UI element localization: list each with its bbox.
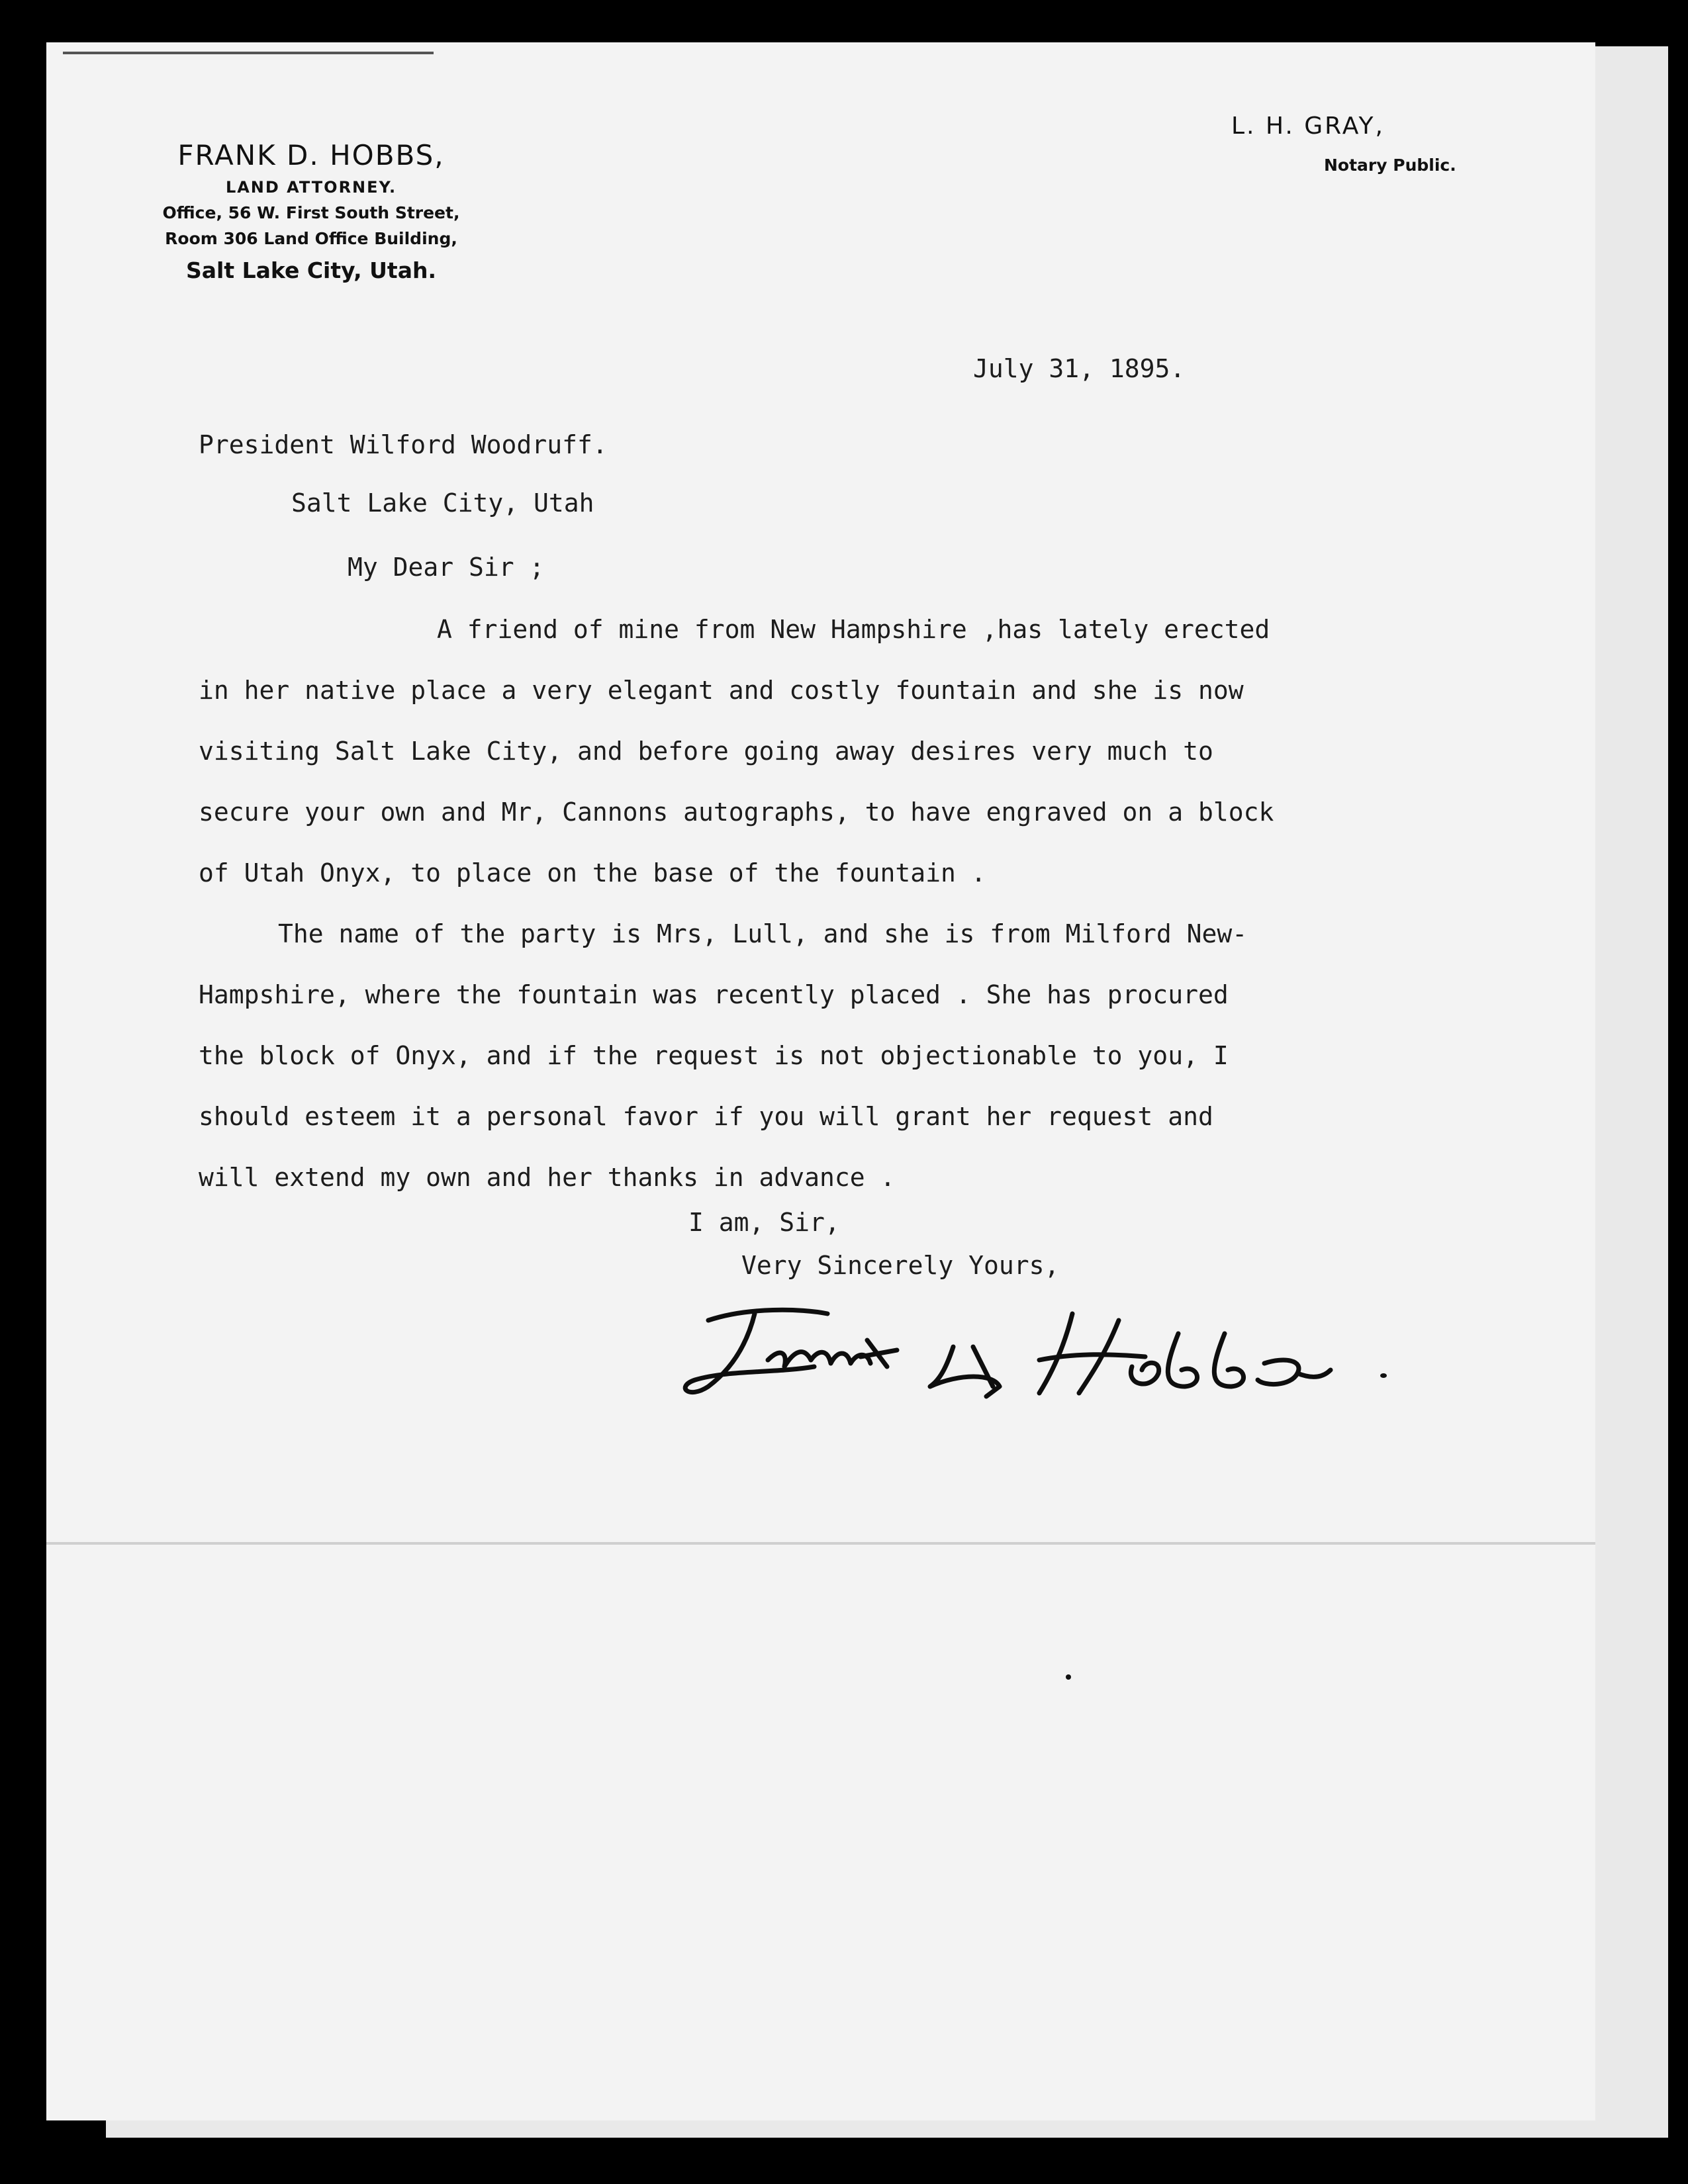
body-line: in her native place a very elegant and costly fountain and she is now — [199, 676, 1244, 705]
notary-title: Notary Public. — [1324, 156, 1456, 175]
body-line: of Utah Onyx, to place on the base of the fountain . — [199, 858, 986, 887]
notary-name: L. H. GRAY, — [1231, 113, 1385, 140]
letter-closing: I am, Sir, — [688, 1208, 840, 1237]
paper-speck — [1066, 1674, 1071, 1680]
letter-valediction: Very Sincerely Yours, — [741, 1251, 1060, 1280]
letterhead-room: Room 306 Land Office Building, — [165, 229, 457, 248]
paper-speck — [1380, 1373, 1387, 1378]
letterhead-right — [1205, 113, 1483, 175]
letter-date: July 31, 1895. — [973, 354, 1186, 383]
body-line: the block of Onyx, and if the request is not objectionable to you, I — [199, 1041, 1229, 1070]
letter-salutation: My Dear Sir ; — [348, 553, 545, 582]
body-line: will extend my own and her thanks in advance . — [199, 1163, 896, 1192]
letterhead-left — [126, 139, 496, 283]
body-line: visiting Salt Lake City, and before going away desires very much to — [199, 737, 1213, 766]
body-line: A friend of mine from New Hampshire ,has lately erected — [437, 615, 1270, 644]
letterhead-office: Office, 56 W. First South Street, — [162, 203, 460, 222]
letter-addressee: President Wilford Woodruff. — [199, 430, 608, 459]
paper-fold-line — [46, 1542, 1595, 1545]
letterhead-name: FRANK D. HOBBS, — [177, 139, 445, 171]
body-line: Hampshire, where the fountain was recently placed . She has procured — [199, 980, 1229, 1009]
body-line: should esteem it a personal favor if you will grant her request and — [199, 1102, 1213, 1131]
letter-address-city: Salt Lake City, Utah — [291, 488, 594, 518]
body-line: secure your own and Mr, Cannons autographs, to have engraved on a block — [199, 797, 1274, 827]
handwritten-signature — [669, 1294, 1377, 1406]
body-line: The name of the party is Mrs, Lull, and she is from Milford New- — [278, 919, 1248, 948]
letterhead-title: LAND ATTORNEY. — [225, 178, 397, 197]
paper-edge-rule — [63, 52, 434, 54]
letter-body — [199, 599, 1496, 1208]
letterhead-city: Salt Lake City, Utah. — [186, 257, 436, 283]
